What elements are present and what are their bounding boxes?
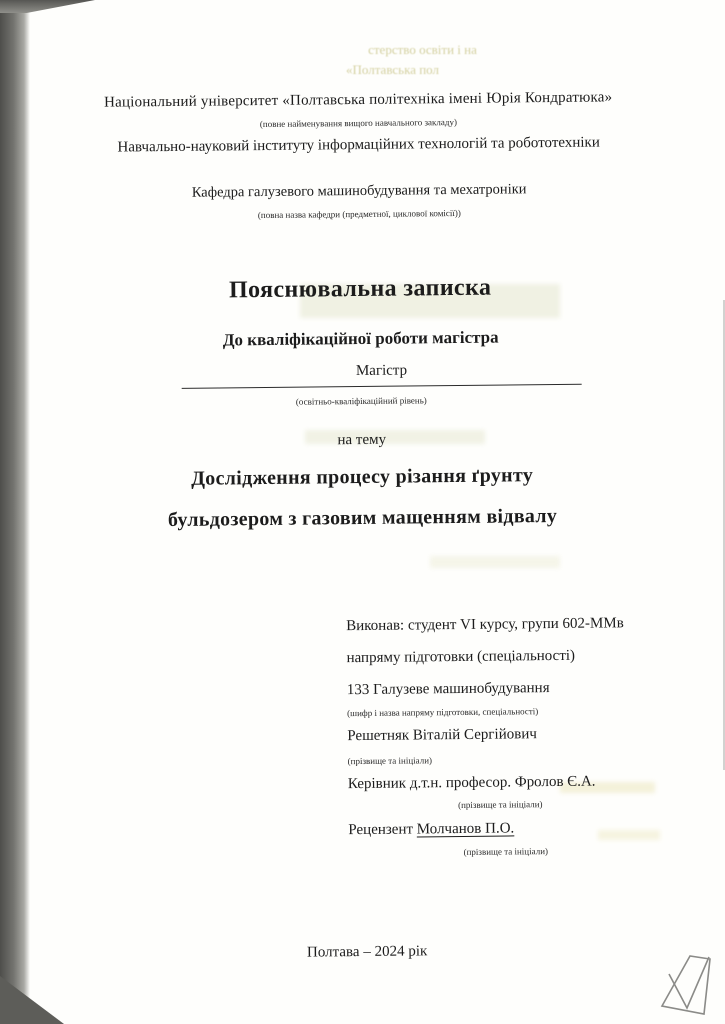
supervisor-line: Керівник д.т.н. професор. Фролов Є.А.: [347, 773, 596, 793]
university-name: Національний університет «Полтавська політехніка імені Юрія Кондратюка»: [104, 89, 613, 111]
institute-name: Навчально-науковий інституту інформаційних технологій та робототехніки: [117, 134, 600, 156]
bleedthrough-text-line1: стерство освіти і на: [368, 42, 477, 57]
document-subtitle: До кваліфікаційної роботи магістра: [222, 327, 499, 350]
thesis-topic-line2: бульдозером з газовим мащенням відвалу: [167, 504, 558, 532]
university-note: (повне найменування вищого навчального закладу): [259, 116, 458, 130]
reviewer-line: [348, 820, 514, 839]
reviewer-note: (прізвище та ініціали): [463, 846, 549, 857]
specialty-label: напряму підготовки (спеціальності): [346, 647, 576, 667]
supervisor-note: (прізвище та ініціали): [458, 799, 543, 811]
topic-label: на тему: [337, 431, 387, 449]
performed-by-line: Виконав: студент VI курсу, групи 602-ММв: [346, 615, 624, 635]
specialty-value: 133 Галузеве машинобудування: [346, 680, 550, 699]
degree-note: (освітньо-кваліфікаційний рівень): [295, 395, 427, 407]
scan-edge-left: [0, 0, 30, 1024]
pencil-checkmark: [650, 948, 722, 1020]
specialty-note: (шифр і назва напряму підготовки, спеціальності): [347, 706, 539, 719]
bleedthrough-text-line2: «Полтавська пол: [346, 62, 439, 77]
degree-underlined-field: Магістр: [181, 361, 581, 389]
thesis-topic-line1: Дослідження процесу різання ґрунту: [191, 464, 534, 490]
department-name: Кафедра галузевого машинобудування та мехатроніки: [191, 181, 527, 201]
reviewer-label: Рецензент: [348, 821, 417, 839]
author-note: (прізвище та ініціали): [347, 755, 433, 767]
document-title: Пояснювальна записка: [228, 274, 492, 304]
city-year-footer: Полтава – 2024 рік: [306, 943, 428, 961]
author-name: Решетняк Віталій Сергійович: [347, 726, 537, 745]
reviewer-name: Молчанов П.О.: [416, 820, 515, 838]
department-note: (повна назва кафедри (предметної, циклової комісії)): [257, 207, 461, 221]
